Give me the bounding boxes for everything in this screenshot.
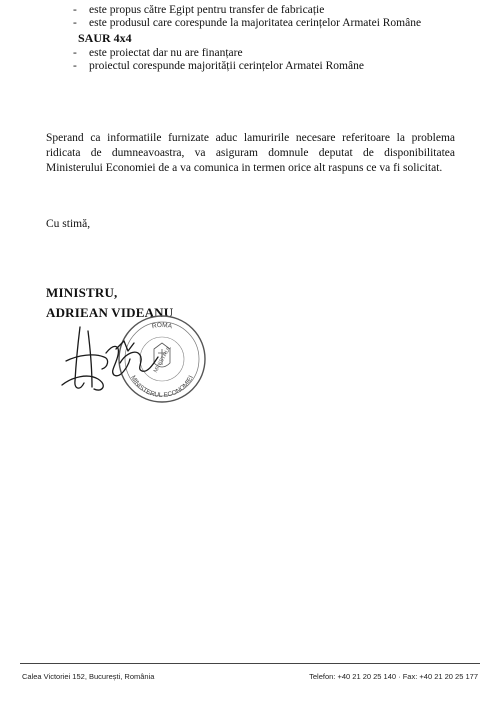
signatory-title: MINISTRU, [46,285,118,300]
list-item [73,17,473,30]
top-bullet-list [73,4,473,30]
list-item [73,4,473,17]
stamp-center-text: MINISTRUL [152,345,173,374]
bullet-marker: - [73,60,77,72]
body-paragraph: Sperand ca informatiile furnizate aduc lamuririle necesare referitoare la problema ridicata de dumneavoastra, va asiguram domnule deputat de disponibilitatea Ministerului Economiei de a va comunica in termen orice alt raspuns ce va fi solicitat. [46,132,455,174]
stamp-bottom-text: MINISTERUL ECONOMIEI [129,374,195,400]
saur-heading: SAUR 4x4 [78,31,132,45]
bullet-marker: - [73,17,77,29]
footer-contact: Telefon: +40 21 20 25 140 · Fax: +40 21 20 25 177 [309,672,478,681]
signatory-name: ADRIEAN VIDEANU [46,305,174,320]
list-item [73,47,473,60]
bullet-marker: - [73,47,77,59]
bullet-text: este produsul care corespunde la majoritatea cerințelor Armatei Române [89,17,422,29]
list-item [73,60,473,73]
bullet-text: proiectul corespunde majorității cerințelor Armatei Române [89,60,364,72]
bullet-text: este proiectat dar nu are finanțare [89,47,243,59]
bullet-marker: - [73,4,77,16]
handwritten-signature [58,323,188,398]
closing-salutation: Cu stimă, [46,218,91,230]
stamp-top-text: ROMA [151,321,173,331]
bullet-text: este propus către Egipt pentru transfer de fabricație [89,4,325,16]
footer-divider [20,663,480,664]
footer-address: Calea Victoriei 152, București, România [22,672,155,681]
saur-bullet-list [73,47,473,73]
